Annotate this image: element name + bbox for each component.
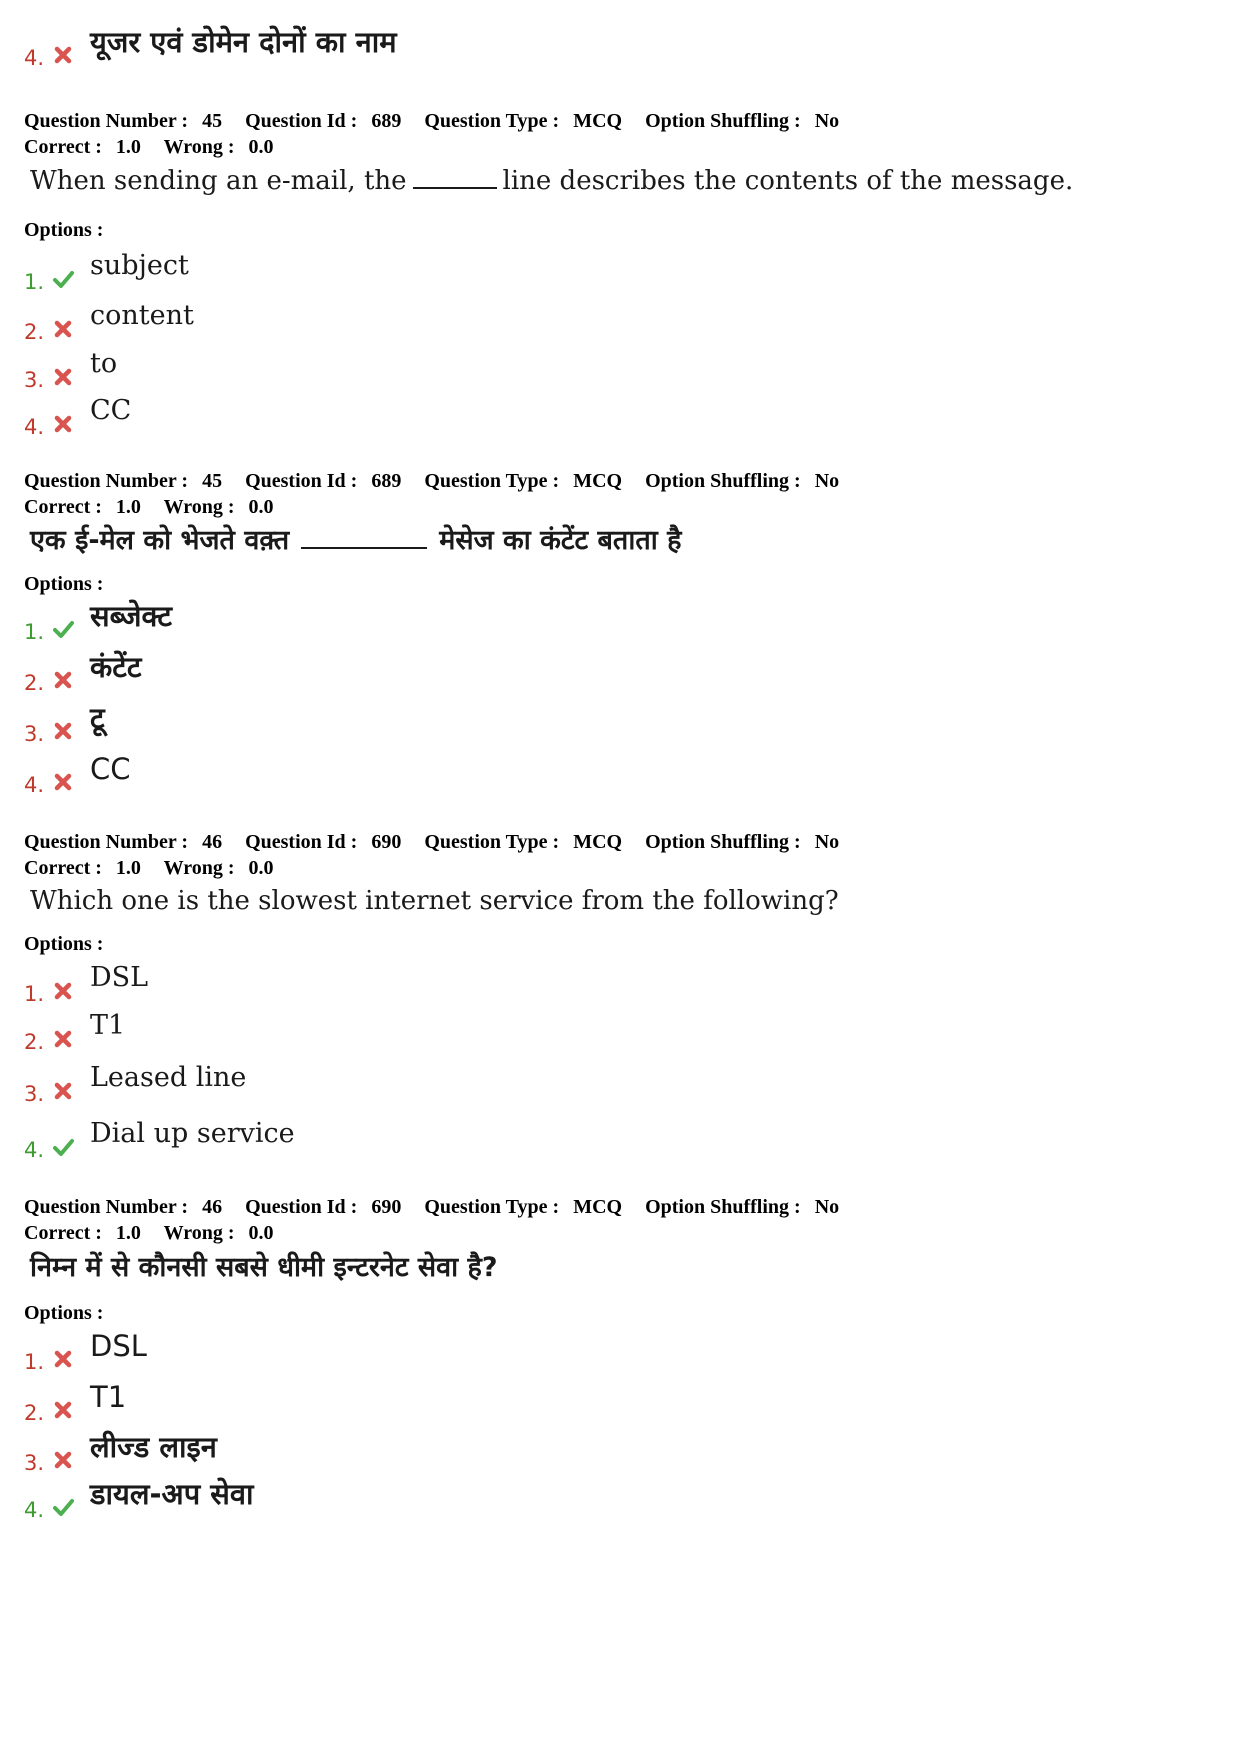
question-text: एक ई-मेल को भेजते वक़्त मेसेज का कंटेंट बताता है [30, 525, 682, 556]
option-text: subject [90, 250, 189, 281]
option-3: 3. to [24, 348, 118, 392]
option-text: सब्जेक्ट [90, 599, 172, 633]
cross-icon [52, 413, 74, 435]
cross-icon [52, 669, 74, 691]
option-3: 3. टू [24, 701, 105, 746]
question-text: निम्न में से कौनसी सबसे धीमी इन्टरनेट सेवा है? [30, 1252, 498, 1283]
question-marks: Correct : 1.0 Wrong : 0.0 [24, 136, 274, 158]
option-text: लीज्ड लाइन [90, 1430, 217, 1464]
option-text: content [90, 300, 194, 331]
cross-icon [52, 980, 74, 1002]
option-2: 2. कंटेंट [24, 650, 142, 695]
question-marks: Correct : 1.0 Wrong : 0.0 [24, 857, 274, 879]
check-icon [52, 268, 74, 290]
option-text: T1 [90, 1010, 126, 1041]
option-4: 4. CC [24, 395, 132, 439]
option-4: 4. CC [24, 752, 131, 797]
option-2: 2. T1 [24, 1380, 127, 1425]
option-3: 3. लीज्ड लाइन [24, 1430, 217, 1475]
check-icon [52, 1496, 74, 1518]
option-text: to [90, 348, 118, 379]
cross-icon [52, 720, 74, 742]
question-meta: Question Number : 45 Question Id : 689 Question Type : MCQ Option Shuffling : No [24, 470, 840, 492]
cross-icon [52, 318, 74, 340]
option-2: 2. T1 [24, 1010, 126, 1054]
options-label: Options : [24, 1302, 104, 1324]
option-text: DSL [90, 962, 149, 993]
option-text: डायल-अप सेवा [90, 1477, 254, 1511]
question-meta: Question Number : 46 Question Id : 690 Question Type : MCQ Option Shuffling : No [24, 831, 840, 853]
option-text: कंटेंट [90, 650, 142, 684]
option-text: यूजर एवं डोमेन दोनों का नाम [90, 25, 397, 59]
options-label: Options : [24, 573, 104, 595]
cross-icon [52, 1028, 74, 1050]
option-3: 3. Leased line [24, 1062, 247, 1106]
option-text: टू [90, 701, 105, 735]
cross-icon [52, 44, 74, 66]
option-2: 2. content [24, 300, 194, 344]
cross-icon [52, 1080, 74, 1102]
blank-line [413, 165, 497, 189]
question-marks: Correct : 1.0 Wrong : 0.0 [24, 496, 274, 518]
question-meta: Question Number : 46 Question Id : 690 Question Type : MCQ Option Shuffling : No [24, 1196, 840, 1218]
option-1: 1. सब्जेक्ट [24, 599, 172, 644]
options-label: Options : [24, 933, 104, 955]
cross-icon [52, 366, 74, 388]
option-1: 1. DSL [24, 1329, 147, 1374]
option-text: Leased line [90, 1062, 247, 1093]
cross-icon [52, 1348, 74, 1370]
option-text: CC [90, 395, 132, 426]
prev-option-4 [24, 26, 724, 70]
option-text: DSL [90, 1329, 147, 1363]
question-text: When sending an e-mail, the line describes the contents of the message. [30, 166, 1074, 196]
question-text: Which one is the slowest internet service from the following? [30, 886, 839, 916]
options-label: Options : [24, 219, 104, 241]
blank-line [301, 525, 427, 549]
question-marks: Correct : 1.0 Wrong : 0.0 [24, 1222, 274, 1244]
option-number: 4. [24, 46, 45, 70]
cross-icon [52, 1399, 74, 1421]
option-1: 1. DSL [24, 962, 149, 1006]
option-4: 4. Dial up service [24, 1118, 295, 1162]
check-icon [52, 1136, 74, 1158]
cross-icon [52, 1449, 74, 1471]
check-icon [52, 618, 74, 640]
cross-icon [52, 771, 74, 793]
option-text: T1 [90, 1380, 127, 1414]
option-4: 4. डायल-अप सेवा [24, 1477, 254, 1522]
option-text: Dial up service [90, 1118, 295, 1149]
option-1: 1. subject [24, 250, 189, 294]
option-text: CC [90, 752, 131, 786]
question-meta: Question Number : 45 Question Id : 689 Question Type : MCQ Option Shuffling : No [24, 110, 840, 132]
